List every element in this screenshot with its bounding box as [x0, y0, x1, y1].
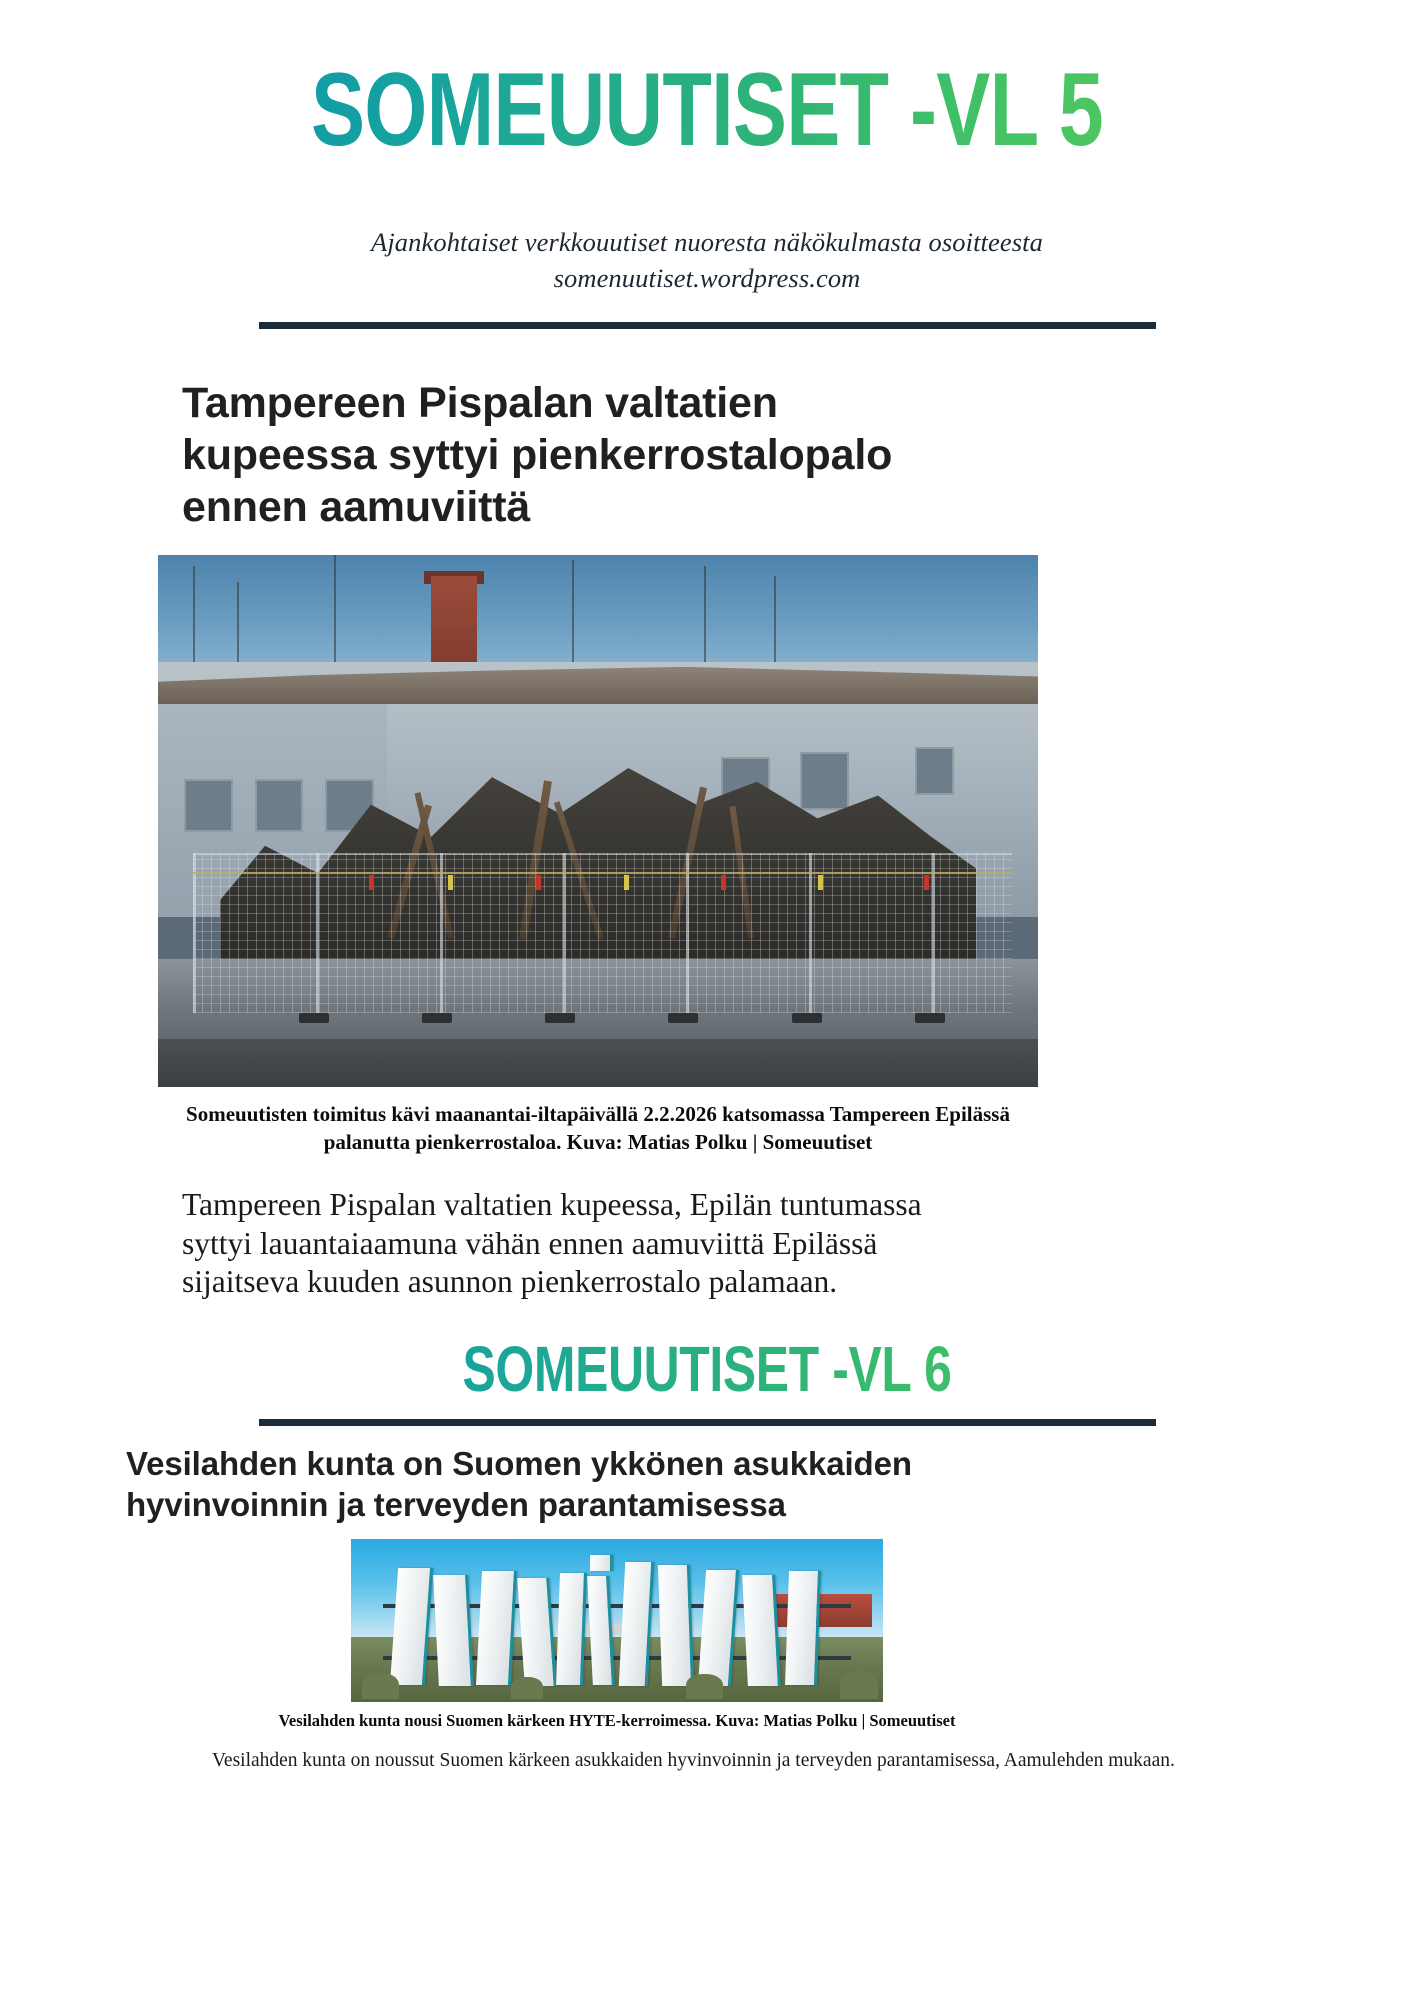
- window: [800, 752, 848, 811]
- sign-letter: [742, 1575, 781, 1686]
- shrub: [511, 1677, 543, 1698]
- warning-tape: [193, 872, 1011, 874]
- vesilahti-sign-illustration: [351, 1539, 883, 1702]
- fence-post: [316, 853, 319, 1013]
- sign-letter: [657, 1565, 693, 1686]
- fence-post: [686, 853, 689, 1013]
- article-2-headline: Vesilahden kunta on Suomen ykkönen asukkaiden hyvinvoinnin ja terveyden parantamisessa: [126, 1445, 912, 1523]
- tagline: [0, 224, 1414, 296]
- window: [255, 779, 303, 832]
- shrub: [840, 1671, 877, 1699]
- article-section-2: [0, 1333, 1414, 1773]
- sign-letter-dot: [590, 1555, 612, 1571]
- photo-road: [158, 1039, 1038, 1087]
- article-2-caption: Vesilahden kunta nousi Suomen kärkeen HYTE-kerroimessa. Kuva: Matias Polku | Someuutiset: [278, 1710, 956, 1730]
- fence-post: [932, 853, 935, 1013]
- tagline-line-2: somenuutiset.wordpress.com: [553, 263, 861, 294]
- fence-foot: [915, 1013, 945, 1023]
- fence-foot: [668, 1013, 698, 1023]
- article-2-body: Vesilahden kunta on noussut Suomen kärkeen asukkaiden hyvinvoinnin ja terveyden parantamisessa, Aamulehden mukaan.: [212, 1749, 1175, 1771]
- fence-post: [440, 853, 443, 1013]
- article-1-body: Tampereen Pispalan valtatien kupeessa, Epilän tuntumassa syttyi lauantaiaamuna vähän ennen aamuviittä Epilässä sijaitseva kuuden asunnon pienkerrostalo palamaan.: [182, 1187, 922, 1299]
- article-2-photo: [351, 1539, 883, 1702]
- tape-flag: [624, 875, 629, 890]
- tape-flag: [818, 875, 823, 890]
- tape-flag: [721, 875, 726, 890]
- fence-post: [563, 853, 566, 1013]
- sign-letter: [557, 1573, 588, 1685]
- fence-foot: [422, 1013, 452, 1023]
- article-section-1: [0, 377, 1414, 1301]
- masthead: [0, 0, 1414, 329]
- article-1-photo: [158, 555, 1038, 1087]
- shrub: [362, 1673, 399, 1699]
- shrub: [686, 1674, 723, 1698]
- window: [184, 779, 232, 832]
- article-2-divider: [259, 1419, 1156, 1426]
- fence-foot: [792, 1013, 822, 1023]
- tape-flag: [369, 875, 374, 890]
- tape-flag: [536, 875, 541, 890]
- burned-building-illustration: [158, 555, 1038, 1087]
- article-2-section-title: SOMEUUTISET -VL 6: [156, 1337, 1259, 1401]
- masthead-divider: [259, 322, 1156, 329]
- tape-flag: [448, 875, 453, 890]
- sign-letter: [785, 1571, 821, 1685]
- article-1-headline: Tampereen Pispalan valtatien kupeessa syttyi pienkerrostalopalo ennen aamuviittä: [182, 379, 893, 532]
- sign-letter: [433, 1575, 473, 1686]
- fence-post: [809, 853, 812, 1013]
- fence-foot: [545, 1013, 575, 1023]
- fence-post: [193, 853, 196, 1013]
- sign-letter: [476, 1571, 517, 1685]
- tagline-line-1: Ajankohtaiset verkkouutiset nuoresta näkökulmasta osoitteesta: [371, 227, 1043, 257]
- fence-foot: [299, 1013, 329, 1023]
- tape-flag: [924, 875, 929, 890]
- window: [915, 747, 955, 795]
- article-1-caption: Someuutisten toimitus kävi maanantai-iltapäivällä 2.2.2026 katsomassa Tampereen Epilässä palanutta pienkerrostaloa. Kuva: Matias Polku | Someuutiset: [186, 1102, 1010, 1154]
- page-title: SOMEUUTISET -VL 5: [156, 58, 1259, 162]
